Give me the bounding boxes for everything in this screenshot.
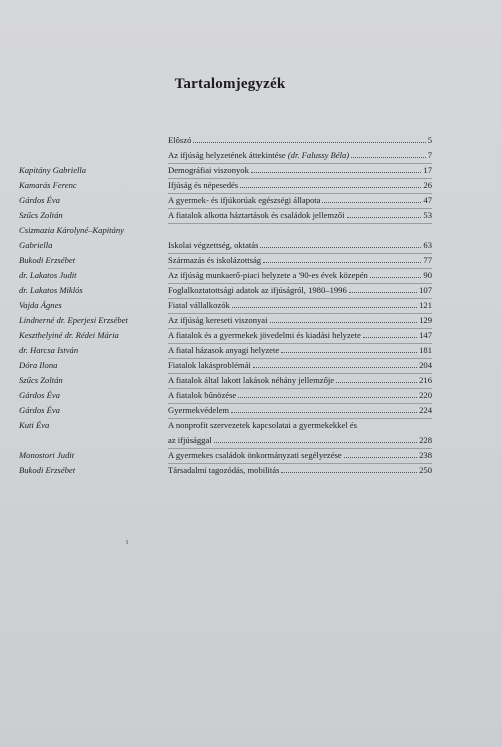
toc-entry-title: A fiatalok bűnözése (168, 390, 237, 400)
toc-row (0, 403, 502, 418)
toc-row (0, 418, 502, 433)
toc-entry-title: Származás és iskolázottság (168, 255, 262, 265)
leader-dots (336, 382, 417, 383)
toc-row (0, 238, 502, 253)
toc-entry-title: az ifjúsággal (168, 435, 212, 445)
leader-dots (263, 262, 421, 263)
toc-entry[interactable] (168, 313, 432, 328)
toc-entry-title: Fiatal vállalkozók (168, 300, 230, 310)
toc-page-number: 17 (423, 165, 432, 175)
toc-entry[interactable] (168, 433, 432, 448)
toc-entry-title: A fiatalok és a gyermekek jövedelmi és kiadási helyzete (168, 330, 361, 340)
toc-entry[interactable] (168, 358, 432, 373)
toc-row (0, 373, 502, 388)
toc-page-number: 224 (419, 405, 432, 415)
toc-entry-author-note: (dr. Falussy Béla) (287, 150, 350, 160)
toc-author: Bukodi Erzsébet (19, 255, 76, 265)
toc-row (0, 358, 502, 373)
leader-dots (281, 472, 417, 473)
leader-dots (270, 322, 418, 323)
leader-dots (251, 172, 422, 173)
leader-dots (260, 247, 421, 248)
toc-row (0, 328, 502, 343)
toc-author: Szűcs Zoltán (19, 375, 63, 385)
leader-dots (344, 457, 417, 458)
toc-row (0, 223, 502, 238)
toc-entry[interactable] (168, 178, 432, 193)
toc-entry[interactable] (168, 193, 432, 208)
toc-author: Vajda Ágnes (19, 300, 62, 310)
toc-entry[interactable] (168, 163, 432, 178)
toc-author: Bukodi Erzsébet (19, 465, 76, 475)
toc-author: dr. Lakatos Miklós (19, 285, 83, 295)
toc-entry[interactable] (168, 343, 432, 358)
toc-entry[interactable] (168, 283, 432, 298)
toc-page-number: 129 (419, 315, 432, 325)
toc-entry[interactable] (168, 253, 432, 268)
toc-page-number: 250 (419, 465, 432, 475)
toc-entry-title: Fiatalok lakásproblémái (168, 360, 251, 370)
toc-author: Lindnerné dr. Eperjesi Erzsébet (19, 315, 128, 325)
toc-page-number: 121 (419, 300, 432, 310)
toc-page-number: 26 (423, 180, 432, 190)
toc-author: Gárdos Éva (19, 195, 60, 205)
leader-dots (231, 412, 417, 413)
toc-entry[interactable] (168, 418, 432, 433)
toc-entry[interactable] (168, 463, 432, 478)
toc-entry-title: A gyermekes családok önkormányzati segélyezése (168, 450, 342, 460)
toc-row (0, 313, 502, 328)
toc-page-number: 220 (419, 390, 432, 400)
toc-entry[interactable] (168, 373, 432, 388)
toc-entry-title: Az ifjúság munkaerő-piaci helyzete a '90-es évek közepén (168, 270, 368, 280)
toc-page-number: 181 (419, 345, 432, 355)
toc-author: Gabriella (19, 240, 53, 250)
toc-entry-title: A nonprofit szervezetek kapcsolatai a gyermekekkel és (168, 420, 357, 430)
toc-page-number: 228 (419, 435, 432, 445)
toc-page-number: 77 (423, 255, 432, 265)
leader-dots (347, 217, 422, 218)
stray-mark: ι (126, 537, 129, 546)
toc-page-number: 216 (419, 375, 432, 385)
leader-dots (214, 442, 417, 443)
toc-entry[interactable] (168, 403, 432, 418)
toc-row (0, 178, 502, 193)
toc-row (0, 388, 502, 403)
toc-page-number: 63 (423, 240, 432, 250)
toc-entry-title: Társadalmi tagozódás, mobilitás (168, 465, 280, 475)
toc-entry-title: Ifjúság és népesedés (168, 180, 239, 190)
toc-author: dr. Lakatos Judit (19, 270, 77, 280)
toc-row (0, 193, 502, 208)
toc-author: Kamarás Ferenc (19, 180, 77, 190)
toc-row (0, 133, 502, 148)
toc-author: Dóra Ilona (19, 360, 58, 370)
toc-row (0, 463, 502, 478)
toc-entry-title: Gyermekvédelem (168, 405, 230, 415)
toc-entry-title: Demográfiai viszonyok (168, 165, 249, 175)
toc-entry[interactable] (168, 268, 432, 283)
toc-row (0, 448, 502, 463)
leader-dots (238, 397, 417, 398)
toc-entry-title: A fiatal házasok anyagi helyzete (168, 345, 280, 355)
toc-row (0, 283, 502, 298)
toc-entry[interactable] (168, 133, 432, 148)
toc-entry-title: Iskolai végzettség, oktatás (168, 240, 259, 250)
leader-dots (370, 277, 422, 278)
toc-entry[interactable] (168, 448, 432, 463)
toc-page-number: 238 (419, 450, 432, 460)
toc-entry[interactable] (168, 238, 432, 253)
leader-dots (349, 292, 417, 293)
toc-author: Kuti Éva (19, 420, 50, 430)
toc-author: Szűcs Zoltán (19, 210, 63, 220)
toc-page-number: 7 (427, 150, 432, 160)
toc-author: dr. Harcsa István (19, 345, 79, 355)
toc-entry[interactable] (168, 388, 432, 403)
toc-row (0, 433, 502, 448)
toc-row (0, 343, 502, 358)
toc-entry-title: A fiatalok alkotta háztartások és családok jellemzői (168, 210, 345, 220)
toc-page-number: 107 (419, 285, 432, 295)
leader-dots (193, 142, 425, 143)
toc-entry-title: Az ifjúság kereseti viszonyai (168, 315, 268, 325)
leader-dots (281, 352, 417, 353)
page-title: Tartalomjegyzék (174, 76, 286, 92)
leader-dots (232, 307, 417, 308)
toc-entry[interactable] (168, 148, 432, 163)
toc-entry[interactable] (168, 298, 432, 313)
toc-row (0, 253, 502, 268)
toc-entry-title: Elôszó (168, 135, 192, 145)
toc-author: Monostori Judit (19, 450, 75, 460)
toc-row (0, 268, 502, 283)
toc-author: Gárdos Éva (19, 405, 60, 415)
toc-author: Gárdos Éva (19, 390, 60, 400)
toc-author: Keszthelyiné dr. Rédei Mária (19, 330, 119, 340)
toc-page-number: 90 (423, 270, 432, 280)
toc-row (0, 163, 502, 178)
toc-entry-title: A gyermek- és ifjúkorúak egészségi állapota (168, 195, 321, 205)
leader-dots (322, 202, 421, 203)
toc-entry-title: A fiatalok által lakott lakások néhány jellemzője (168, 375, 335, 385)
toc-row (0, 148, 502, 163)
toc-page-number: 5 (427, 135, 432, 145)
leader-dots (363, 337, 417, 338)
toc-page-number: 147 (419, 330, 432, 340)
toc-entry[interactable] (168, 208, 432, 223)
leader-dots (351, 157, 426, 158)
toc-row (0, 298, 502, 313)
toc-page-number: 53 (423, 210, 432, 220)
toc-page-number: 204 (419, 360, 432, 370)
leader-dots (240, 187, 421, 188)
toc-author: Csizmazia Károlyné–Kapitány (19, 225, 124, 235)
toc-row (0, 208, 502, 223)
leader-dots (253, 367, 417, 368)
toc-entry-title: Foglalkoztatottsági adatok az ifjúságról, 1980–1996 (168, 285, 347, 295)
toc-entry[interactable] (168, 328, 432, 343)
toc-entry-title: Az ifjúság helyzetének áttekintése (dr. Falussy Béla) (168, 150, 350, 160)
toc-page-number: 47 (423, 195, 432, 205)
toc-author: Kapitány Gabriella (19, 165, 87, 175)
